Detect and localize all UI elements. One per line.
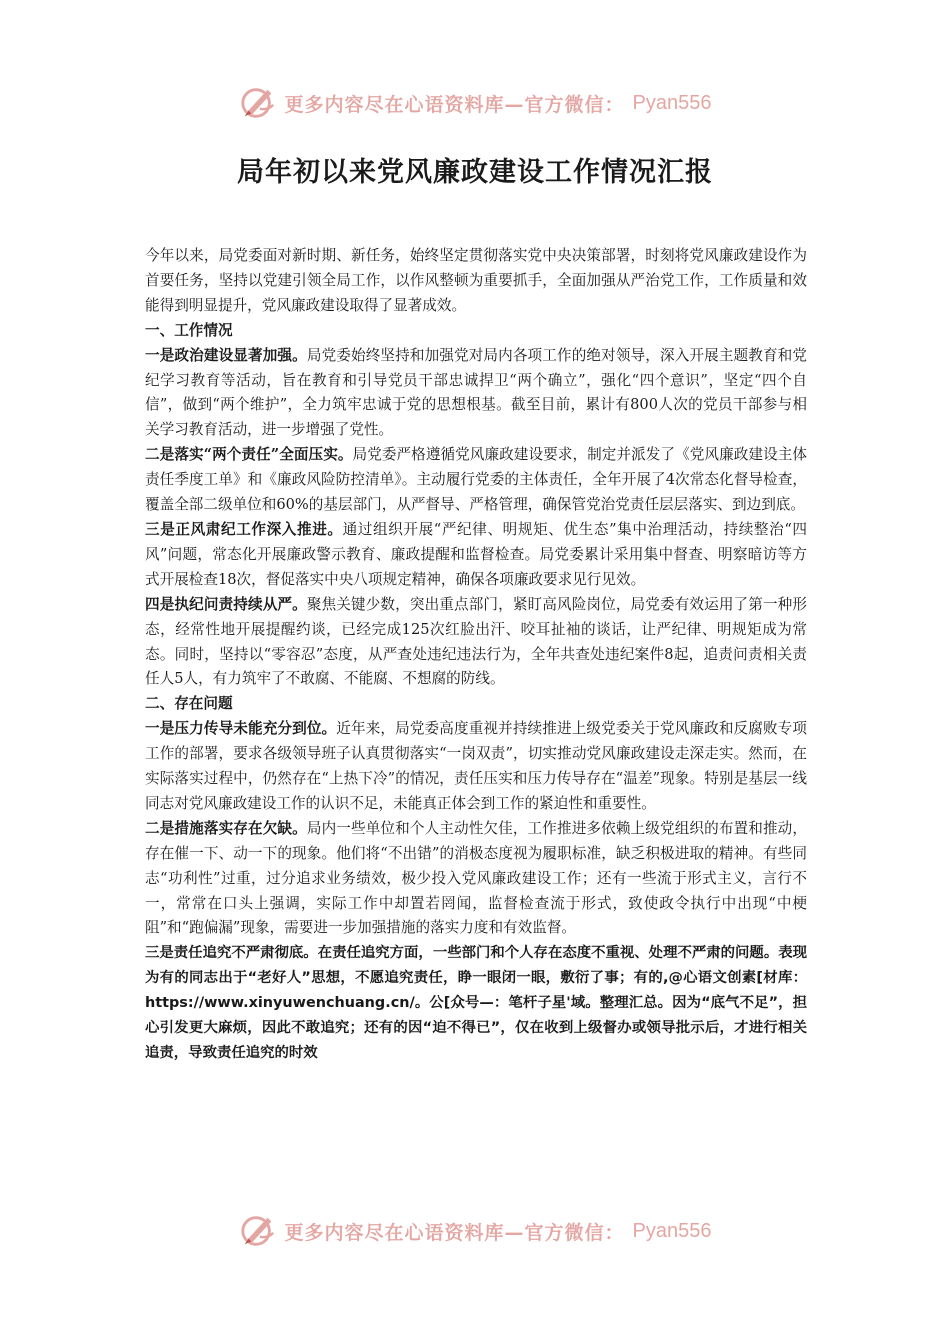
watermark-banner-bottom — [0, 1212, 950, 1250]
document-title: 局年初以来党风廉政建设工作情况汇报 — [237, 157, 713, 188]
paragraph-item — [145, 344, 807, 444]
section-heading-problems: 二、存在问题 — [145, 695, 233, 713]
watermark-text: 更多内容尽在心语资料库—官方微信： — [284, 1221, 625, 1244]
paragraph-item-sans — [145, 941, 807, 1066]
item-lead: 四是执纪问责持续从严。 — [145, 595, 307, 613]
item-lead: 一是政治建设显著加强。 — [145, 346, 307, 364]
item-text: 三是责任追究不严肃彻底。在责任追究方面，一些部门和个人存在态度不重视、处理不严肃的问题。表现为有的同志出于“老好人”思想，不愿追究责任，睁一眼闭一眼，敷衍了事；有的,@心语文创素[材库：https://www.xinyuwenchuang.cn/。公[众号—：笔杆子星'域。整理汇总。因为“底气不足”，担心引发更大麻烦，因此不敢追究；还有的因“迫不得已”，仅在收到上级督办或领导批示后，才进行相关追责，导致责任追究的时效 — [145, 945, 807, 1061]
item-text: 局党委始终坚持和加强党对局内各项工作的绝对领导，深入开展主题教育和党纪学习教育等活动，旨在教育和引导党员干部忠诚捍卫“两个确立”，强化“四个意识”，坚定“四个自信”，做到“两个维护”，全力筑牢忠诚于党的思想根基。截至目前，累计有800人次的党员干部参与相关学习教育活动，进一步增强了党性。 — [145, 346, 807, 439]
watermark-text: 更多内容尽在心语资料库—官方微信： — [284, 93, 625, 116]
paragraph-item — [145, 518, 807, 593]
item-lead: 二是落实“两个责任”全面压实。 — [145, 446, 353, 464]
paragraph-item — [145, 717, 807, 817]
item-lead: 三是正风肃纪工作深入推进。 — [145, 520, 343, 538]
item-lead: 一是压力传导未能充分到位。 — [145, 720, 337, 738]
document-body — [145, 244, 807, 1066]
watermark-banner-top — [0, 84, 950, 122]
paragraph-item — [145, 817, 807, 942]
watermark-handle: Pyan556 — [632, 91, 712, 114]
item-lead: 二是措施落实存在欠缺。 — [145, 819, 307, 837]
paragraph-item — [145, 443, 807, 518]
item-text: 通过组织开展“严纪律、明规矩、优生态”集中治理活动，持续整治“四风”问题，常态化开展廉政警示教育、廉政提醒和监督检查。局党委累计采用集中督查、明察暗访等方式开展检查18次，督促落实中央八项规定精神，确保各项廉政要求见行见效。 — [145, 520, 807, 588]
pen-logo-icon — [239, 84, 277, 122]
item-text: 近年来，局党委高度重视并持续推进上级党委关于党风廉政和反腐败专项工作的部署，要求各级领导班子认真贯彻落实“一岗双责”，切实推动党风廉政建设走深走实。然而，在实际落实过程中，仍然存在“上热下冷”的情况，责任压实和压力传导存在“温差”现象。特别是基层一线同志对党风廉政建设工作的认识不足，未能真正体会到工作的紧迫性和重要性。 — [145, 720, 807, 812]
item-text: 局内一些单位和个人主动性欠佳，工作推进多依赖上级党组织的布置和推动，存在催一下、动一下的现象。他们将“不出错”的消极态度视为履职标准，缺乏积极进取的精神。有些同志“功利性”过重，过分追求业务绩效，极少投入党风廉政建设工作；还有一些流于形式主义，言行不一，常常在口头上强调，实际工作中却置若罔闻，监督检查流于形式，致使政令执行中出现“中梗阻”和“跑偏漏”现象，需要进一步加强措施的落实力度和有效监督。 — [145, 819, 807, 937]
item-text: 聚焦关键少数，突出重点部门，紧盯高风险岗位，局党委有效运用了第一种形态，经常性地开展提醒约谈，已经完成125次红脸出汗、咬耳扯袖的谈话，让严纪律、明规矩成为常态。同时，坚持以“零容忍”态度，从严查处违纪违法行为，全年共查处违纪案件8起，追责问责相关责任人5人，有力筑牢了不敢腐、不能腐、不想腐的防线。 — [145, 595, 807, 688]
paragraph-item — [145, 593, 807, 693]
section-heading-work: 一、工作情况 — [145, 321, 233, 339]
watermark-handle: Pyan556 — [632, 1219, 712, 1242]
pen-logo-icon — [239, 1212, 277, 1250]
item-text: 局党委严格遵循党风廉政建设要求，制定并派发了《党风廉政建设主体责任季度工单》和《廉政风险防控清单》。主动履行党委的主体责任，全年开展了4次常态化督导检查，覆盖全部二级单位和60%的基层部门，从严督导、严格管理，确保管党治党责任层层落实、到边到底。 — [145, 446, 807, 514]
intro-paragraph: 今年以来，局党委面对新时期、新任务，始终坚定贯彻落实党中央决策部署，时刻将党风廉政建设作为首要任务，坚持以党建引领全局工作，以作风整顿为重要抓手，全面加强从严治党工作，工作质量和效能得到明显提升，党风廉政建设取得了显著成效。 — [145, 247, 807, 314]
